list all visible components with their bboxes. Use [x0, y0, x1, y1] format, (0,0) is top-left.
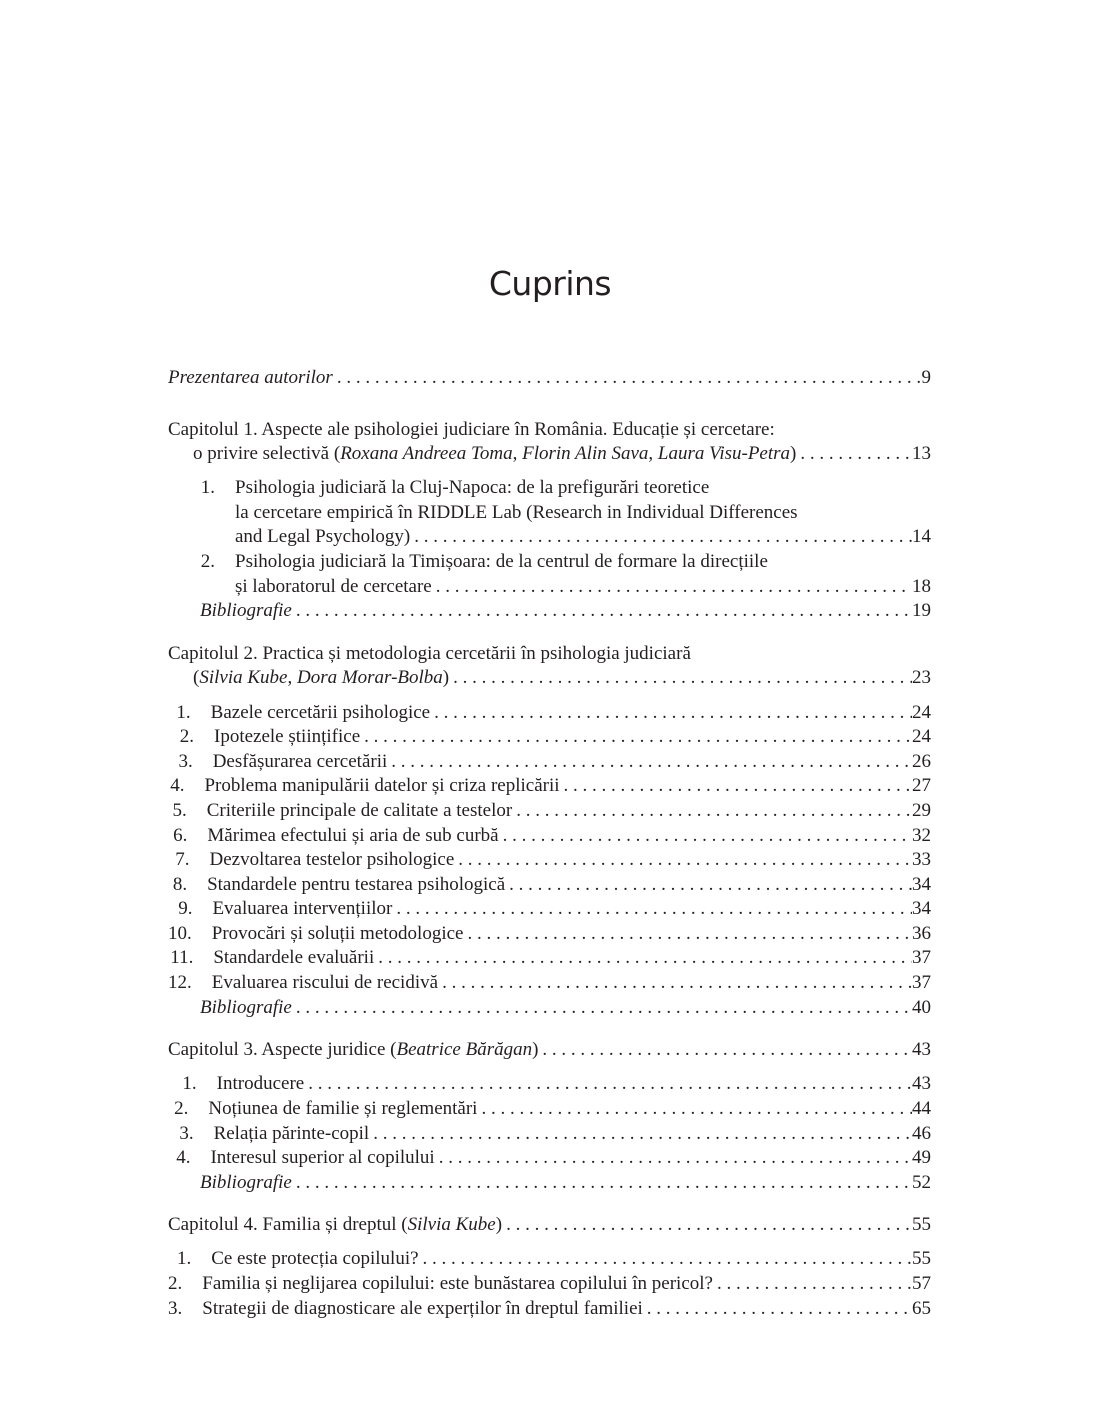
- toc-item[interactable]: [168, 1122, 931, 1147]
- item-title: Dezvoltarea testelor psihologice: [209, 849, 455, 871]
- dot-leader: [360, 725, 912, 750]
- toc-item[interactable]: [168, 575, 931, 600]
- page-number: 46: [912, 1122, 931, 1144]
- entry-text: Capitolul 4. Familia și dreptul (: [168, 1214, 408, 1236]
- chapter-section: [168, 642, 931, 1020]
- dot-leader: [435, 1146, 912, 1171]
- dot-leader: [643, 1297, 912, 1322]
- item-number: 9.: [178, 898, 193, 920]
- dot-leader: [410, 525, 912, 550]
- bibliography-label: Bibliografie: [200, 1171, 292, 1193]
- page-number: 9: [921, 367, 931, 388]
- toc-item[interactable]: [168, 897, 931, 922]
- author-name: Roxana Andreea Toma: [340, 443, 513, 465]
- page-number: 49: [912, 1147, 931, 1169]
- dot-leader: [374, 946, 912, 971]
- page-number: 34: [912, 898, 931, 920]
- chapter-items: [168, 701, 931, 1021]
- item-number: 1.: [176, 1248, 192, 1270]
- entry-text: Capitolul 3. Aspecte juridice (: [168, 1039, 397, 1061]
- item-number: 2.: [200, 551, 215, 573]
- dot-leader: [438, 971, 912, 996]
- chapter-heading-line[interactable]: [168, 442, 931, 467]
- toc-item[interactable]: [168, 525, 931, 550]
- dot-leader: [796, 442, 912, 467]
- page-number: 43: [912, 1073, 931, 1095]
- entry-text: ,: [287, 667, 297, 689]
- dot-leader: [538, 1038, 912, 1063]
- page-title: Cuprins: [488, 264, 612, 303]
- toc-item[interactable]: [168, 799, 931, 824]
- page-number: 19: [912, 600, 931, 622]
- chapter-title: [193, 666, 449, 691]
- dot-leader: [449, 666, 912, 691]
- author-name: Laura Visu-Petra: [657, 443, 791, 465]
- toc-item[interactable]: [168, 873, 931, 898]
- chapter-heading-line[interactable]: [168, 1213, 931, 1238]
- dot-leader: [505, 873, 912, 898]
- chapter-title: [168, 1213, 502, 1238]
- item-title: Strategii de diagnosticare ale experților în dreptul familiei: [202, 1297, 643, 1319]
- toc-entry-intro[interactable]: [168, 366, 931, 391]
- item-number: 6.: [173, 824, 188, 846]
- toc-item[interactable]: [168, 1146, 931, 1171]
- author-name: Prezentarea autorilor: [168, 367, 333, 388]
- item-title: Problema manipulării datelor și criza replicării: [204, 775, 560, 797]
- toc-item[interactable]: [168, 501, 931, 526]
- page-number: 14: [912, 526, 931, 548]
- chapter-title: [168, 418, 775, 443]
- toc-item[interactable]: [168, 774, 931, 799]
- item-title: Bazele cercetării psihologice: [210, 701, 431, 723]
- page-number: 55: [912, 1214, 931, 1236]
- chapter-title: [193, 442, 796, 467]
- page-number: 37: [912, 947, 931, 969]
- item-number: 4.: [170, 775, 185, 797]
- entry-title: [168, 366, 333, 391]
- page-number: 65: [912, 1297, 931, 1319]
- item-title: Mărimea efectului și aria de sub curbă: [207, 824, 499, 846]
- item-title: Evaluarea intervențiilor: [212, 898, 393, 920]
- bibliography-entry[interactable]: [168, 996, 931, 1021]
- item-number: 7.: [175, 849, 190, 871]
- page-number: 33: [912, 849, 931, 871]
- item-title: la cercetare empirică în RIDDLE Lab (Research in Individual Differences: [235, 501, 798, 523]
- item-number: 2.: [168, 1273, 183, 1294]
- page-number: 43: [912, 1039, 931, 1061]
- chapter-items: [168, 476, 931, 624]
- chapter-items: [168, 1072, 931, 1195]
- item-number: 4.: [176, 1147, 191, 1169]
- item-title: Relația părinte-copil: [213, 1122, 370, 1144]
- entry-text: ): [442, 667, 450, 689]
- item-title: Familia și neglijarea copilului: este bunăstarea copilului în pericol?: [202, 1273, 713, 1294]
- page-number: 36: [912, 922, 931, 944]
- dot-leader: [292, 599, 912, 624]
- page-number: 27: [912, 775, 931, 797]
- page-number: 40: [912, 996, 931, 1018]
- page-number: 13: [912, 443, 931, 465]
- toc-item[interactable]: [168, 824, 931, 849]
- dot-leader: [560, 774, 912, 799]
- dot-leader: [333, 366, 922, 391]
- item-title: Criteriile principale de calitate a testelor: [206, 799, 513, 821]
- toc-item[interactable]: [168, 550, 931, 575]
- author-name: Silvia Kube: [199, 667, 288, 689]
- item-title: Ipotezele științifice: [214, 726, 361, 748]
- chapter-items: [168, 1247, 931, 1321]
- toc-item[interactable]: [168, 750, 931, 775]
- item-number: 3.: [178, 750, 193, 772]
- page-number: 18: [912, 575, 931, 597]
- toc-item[interactable]: [168, 1097, 931, 1122]
- dot-leader: [502, 1213, 912, 1238]
- page-number: 57: [912, 1273, 931, 1294]
- dot-leader: [392, 897, 912, 922]
- entry-text: Capitolul 2. Practica și metodologia cercetării în psihologia judiciară: [168, 642, 691, 664]
- author-name: Dora Morar-Bolba: [296, 667, 443, 689]
- bibliography-label: Bibliografie: [200, 600, 292, 622]
- dot-leader: [499, 824, 912, 849]
- page-number: 37: [912, 972, 931, 994]
- bibliography-label: Bibliografie: [200, 996, 292, 1018]
- dot-leader: [713, 1272, 912, 1297]
- chapter-title: [168, 642, 691, 667]
- dot-leader: [454, 848, 912, 873]
- item-number: 10.: [168, 922, 192, 944]
- dot-leader: [304, 1072, 912, 1097]
- item-number: 8.: [172, 873, 188, 895]
- entry-text: o privire selectivă (: [193, 443, 341, 465]
- entry-text: Capitolul 1. Aspecte ale psihologiei judiciare în România. Educație și cercetare:: [168, 418, 775, 440]
- item-title: Evaluarea riscului de recidivă: [211, 972, 439, 994]
- dot-leader: [369, 1122, 912, 1147]
- item-title: and Legal Psychology): [235, 526, 411, 548]
- toc-item[interactable]: [168, 946, 931, 971]
- page-number: 26: [912, 750, 931, 772]
- item-number: 1.: [176, 701, 191, 723]
- toc-item[interactable]: [168, 1272, 931, 1297]
- toc-item[interactable]: [168, 1297, 931, 1322]
- page-number: 32: [912, 824, 931, 846]
- entry-text: ): [790, 443, 797, 465]
- toc-item[interactable]: [168, 725, 931, 750]
- item-number: 3.: [168, 1297, 183, 1319]
- entry-text: ,: [648, 443, 658, 465]
- bibliography-entry[interactable]: [168, 599, 931, 624]
- item-number: 5.: [172, 799, 187, 821]
- dot-leader: [430, 701, 912, 726]
- chapter-section: [168, 1213, 931, 1321]
- page-number: 55: [912, 1248, 931, 1270]
- toc-item[interactable]: [168, 1247, 931, 1272]
- toc-item[interactable]: [168, 971, 931, 996]
- item-title: Psihologia judiciară la Cluj-Napoca: de la prefigurări teoretice: [235, 477, 710, 499]
- chapter-section: [168, 1038, 931, 1195]
- item-number: 2.: [174, 1097, 189, 1119]
- chapter-heading-line[interactable]: [168, 418, 931, 443]
- item-title: Standardele pentru testarea psihologică: [207, 873, 506, 895]
- item-number: 12.: [168, 972, 192, 994]
- page-number: 24: [912, 726, 931, 748]
- page-number: 24: [912, 701, 931, 723]
- item-title: Provocări și soluții metodologice: [211, 922, 464, 944]
- item-title: Desfășurarea cercetării: [212, 750, 388, 772]
- item-title: Noțiunea de familie și reglementări: [208, 1097, 478, 1119]
- toc-item[interactable]: [168, 848, 931, 873]
- chapter-heading-line[interactable]: [168, 642, 931, 667]
- dot-leader: [292, 1171, 912, 1196]
- item-title: Interesul superior al copilului: [210, 1147, 435, 1169]
- entry-text: ): [532, 1039, 539, 1061]
- author-name: Florin Alin Sava: [522, 443, 649, 465]
- dot-leader: [512, 799, 912, 824]
- page-number: 34: [912, 873, 931, 895]
- dot-leader: [432, 575, 912, 600]
- item-number: 3.: [179, 1122, 194, 1144]
- toc-item[interactable]: [168, 1072, 931, 1097]
- entry-text: ): [495, 1214, 503, 1236]
- chapter-section: [168, 418, 931, 624]
- entry-text: (: [193, 667, 200, 689]
- page-number: 29: [912, 799, 931, 821]
- bibliography-entry[interactable]: [168, 1171, 931, 1196]
- item-title: Standardele evaluării: [213, 947, 375, 969]
- item-number: 2.: [179, 726, 194, 748]
- toc-item[interactable]: [168, 701, 931, 726]
- dot-leader: [292, 996, 912, 1021]
- dot-leader: [477, 1097, 912, 1122]
- item-title: și laboratorul de cercetare: [235, 575, 432, 597]
- chapter-title: [168, 1038, 538, 1063]
- item-number: 1.: [182, 1073, 197, 1095]
- dot-leader: [419, 1247, 912, 1272]
- page-number: 52: [912, 1171, 931, 1193]
- table-of-contents: [168, 366, 931, 1321]
- author-name: Silvia Kube: [407, 1214, 496, 1236]
- chapter-heading-line[interactable]: [168, 1038, 931, 1063]
- item-number: 1.: [200, 477, 215, 499]
- entry-text: ,: [512, 443, 523, 465]
- item-title: Introducere: [216, 1073, 305, 1095]
- dot-leader: [387, 750, 912, 775]
- item-number: 11.: [170, 947, 194, 969]
- toc-item[interactable]: [168, 476, 931, 501]
- dot-leader: [463, 922, 912, 947]
- page-number: 23: [912, 667, 931, 689]
- toc-item[interactable]: [168, 922, 931, 947]
- page-number: 44: [912, 1097, 931, 1119]
- item-title: Psihologia judiciară la Timișoara: de la centrul de formare la direcțiile: [235, 551, 768, 573]
- author-name: Beatrice Bărăgan: [396, 1039, 533, 1061]
- item-title: Ce este protecția copilului?: [211, 1248, 419, 1270]
- chapter-heading-line[interactable]: [168, 666, 931, 691]
